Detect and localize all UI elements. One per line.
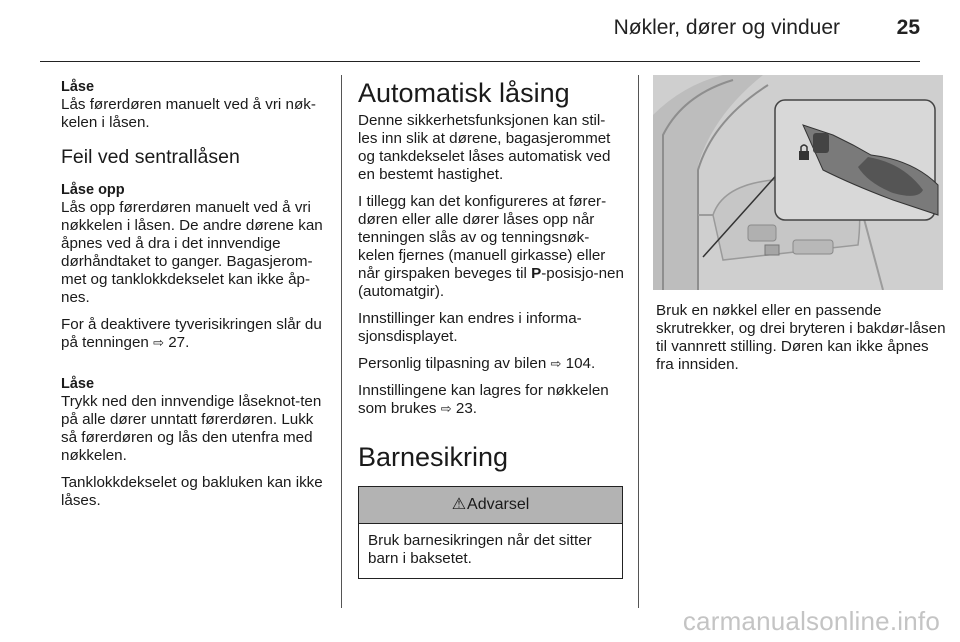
auto-lock-heading: Automatisk låsing [358,78,570,108]
deactivate-ref[interactable]: 27. [168,334,190,351]
auto-lock-text-2a: I tillegg kan det konfigureres at fører-døren eller alle dører låses opp når tenningen slås av og tenningsnøk-kelen fjernes (manuell girkasse) eller når girspaken beveges til [358,193,607,282]
key-settings-text-body: Innstillingene kan lagres for nøkkelen som brukes [358,382,609,417]
settings-text: Innstillinger kan endres i informa-sjonsdisplayet. [358,310,582,345]
personal-text [358,355,624,373]
header-title: Nøkler, dører og vinduer [613,16,840,39]
unlock-heading: Låse opp [61,182,125,198]
warning-box [358,486,623,579]
figure-caption: Bruk en nøkkel eller en passende skrutrekker, og drei bryteren i bakdør-låsen til vannrett stilling. Døren kan ikke åpnes fra innsiden. [656,302,946,373]
lock2-heading: Låse [61,376,95,392]
key-settings-ref[interactable]: 23. [455,400,477,417]
warning-text: Bruk barnesikringen når det sitter barn i baksetet. [368,532,592,567]
warning-header [359,487,622,524]
ref-arrow-icon: ⇨ [153,335,164,350]
warning-title: Advarsel [467,496,530,513]
personal-text-body: Personlig tilpasning av bilen [358,355,547,372]
column-2 [358,78,624,579]
auto-lock-text-1: Denne sikkerhetsfunksjonen kan stil-les inn slik at dørene, bagasjerommet og tankdekselet låses automatisk ved en bestemt hastighet. [358,112,611,183]
ref-arrow-icon: ⇨ [550,356,562,371]
fuel-text: Tanklokkdekselet og bakluken kan ikke låses. [61,474,323,509]
personal-ref[interactable]: 104. [565,355,596,372]
header-divider [40,61,920,62]
column-3 [656,302,946,383]
column-1 [61,78,327,519]
fault-heading: Feil ved sentrallåsen [61,146,240,168]
deactivate-text-body: For å deaktivere tyverisikringen slår du på tenningen [61,316,322,351]
auto-lock-text-2 [358,193,624,301]
child-lock-heading: Barnesikring [358,442,509,472]
column-divider-2 [638,75,639,608]
lock-text: Lås førerdøren manuelt ved å vri nøk-kelen i låsen. [61,96,316,131]
deactivate-text [61,316,327,352]
ref-arrow-icon: ⇨ [440,401,452,416]
gear-p-label: P [531,265,542,282]
warning-triangle-icon: ⚠ [451,496,467,513]
lock2-text: Trykk ned den innvendige låseknot-ten på alle dører unntatt førerdøren. Lukk så førerdøren og lås den utenfra med nøkkelen. [61,393,322,464]
watermark: carmanualsonline.info [682,606,940,636]
lock-heading: Låse [61,79,95,95]
key-settings-text [358,382,624,418]
rear-door-child-lock-illustration [653,75,943,290]
page-number: 25 [896,16,920,39]
auto-lock-text-2b: -posisjo-nen (automatgir). [358,265,624,300]
unlock-text: Lås opp førerdøren manuelt ved å vri nøkkelen i låsen. De andre dørene kan åpnes ved å dra i det innvendige dørhåndtaket to ganger. Bagasjerom-met og tanklokkdekselet kan ikke åp-nes. [61,199,323,306]
column-divider-1 [341,75,342,608]
